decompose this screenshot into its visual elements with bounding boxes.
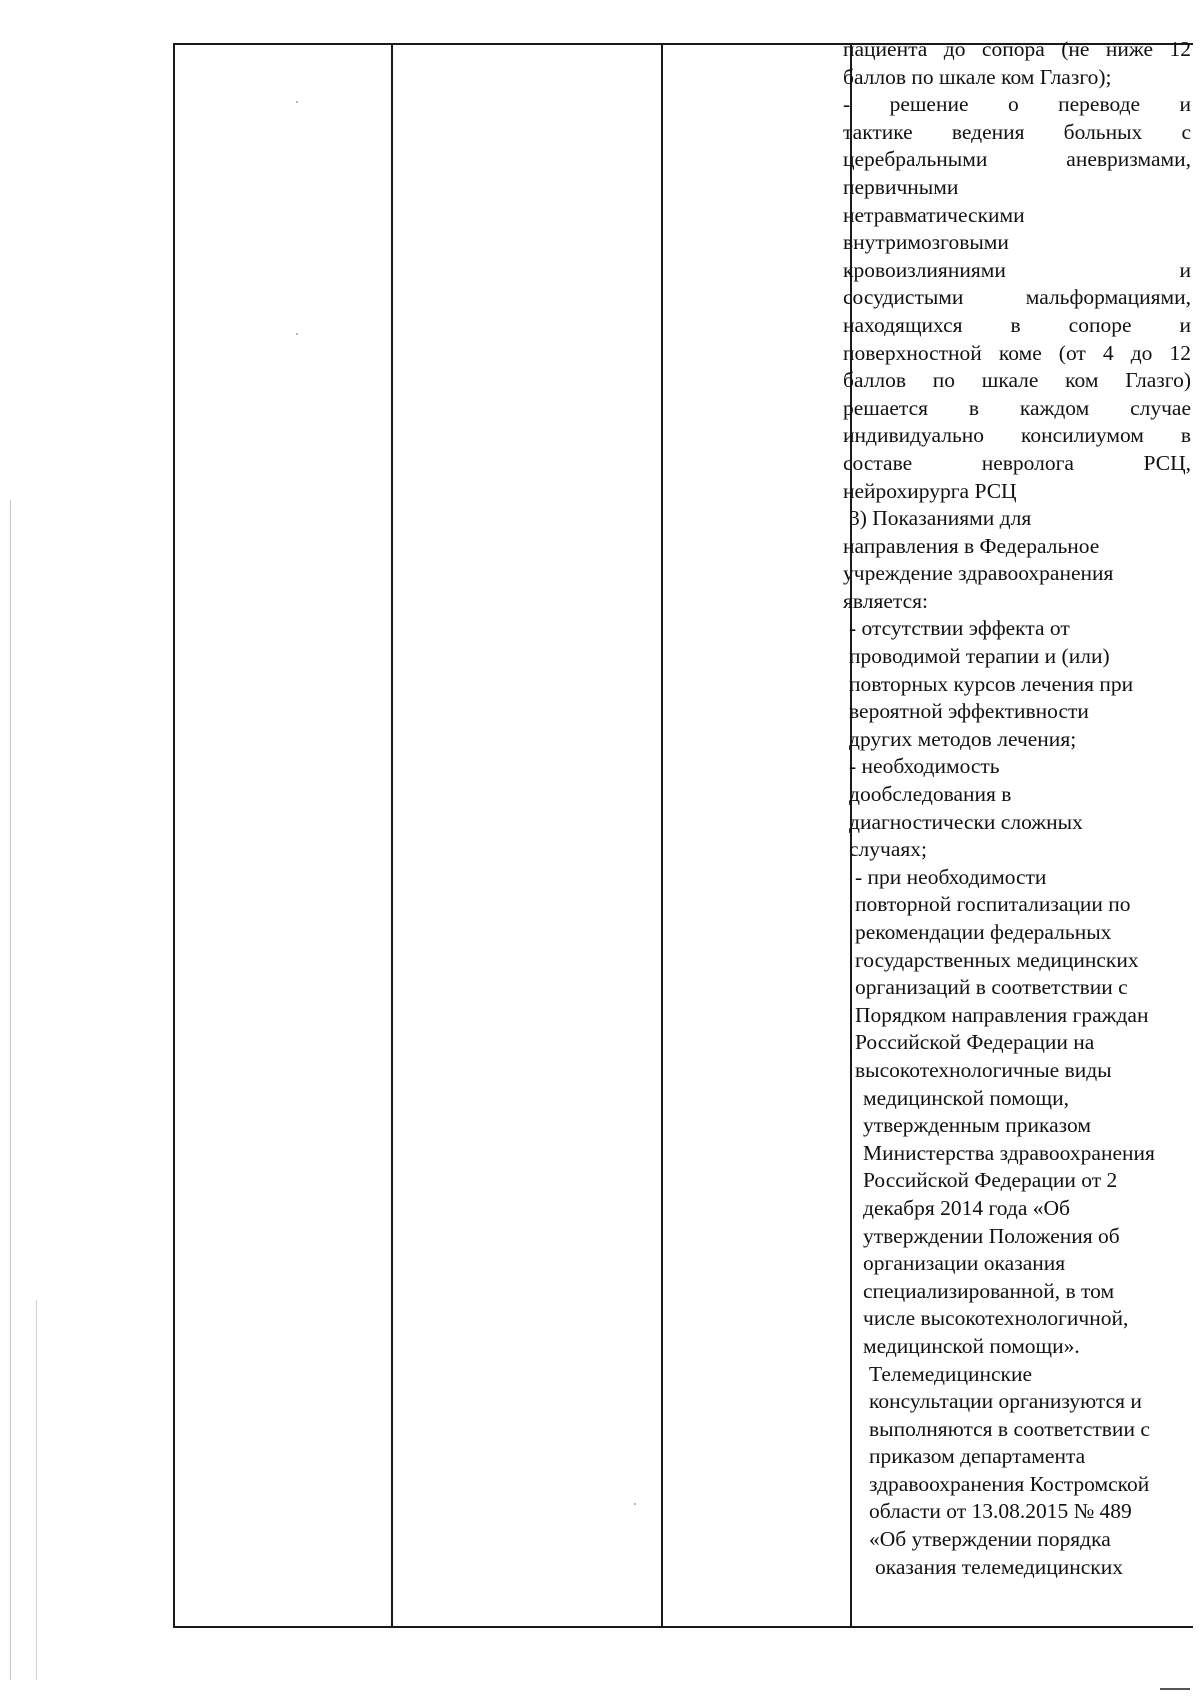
text-line: дообследования в: [849, 782, 1012, 807]
text-line: пациента до сопора (не ниже 12: [843, 37, 1191, 61]
text-line: государственных медицинских: [855, 947, 1139, 972]
text-line: находящихся в сопоре и: [843, 312, 1191, 337]
text-line: консультации организуются и: [869, 1389, 1142, 1414]
text-line: области от 13.08.2015 № 489: [869, 1499, 1132, 1524]
text-line: организаций в соответствии с: [855, 975, 1128, 1000]
text-line: повторной госпитализации по: [855, 892, 1131, 917]
right-column-cell-text: [843, 36, 1191, 1581]
text-line: медицинской помощи».: [863, 1333, 1080, 1358]
text-line: медицинской помощи,: [863, 1085, 1069, 1110]
text-line: - необходимость: [849, 754, 1000, 779]
text-line: нетравматическими: [843, 202, 1025, 227]
text-line: Российской Федерации от 2: [863, 1168, 1118, 1193]
scan-margin-line: [10, 500, 11, 1680]
text-line: внутримозговыми: [843, 230, 1009, 255]
text-line: выполняются в соответствии с: [869, 1416, 1150, 1441]
text-line: составе невролога РСЦ,: [843, 450, 1191, 475]
scan-margin-line: [36, 1300, 37, 1680]
text-line: числе высокотехнологичной,: [863, 1306, 1129, 1331]
text-line: проводимой терапии и (или): [849, 644, 1110, 669]
text-line: высокотехнологичные виды: [855, 1057, 1112, 1082]
text-line: - при необходимости: [855, 864, 1047, 889]
text-line: первичными: [843, 174, 959, 199]
text-line: здравоохранения Костромской: [869, 1471, 1150, 1496]
text-line: 3) Показаниями для: [849, 506, 1032, 531]
text-line: Российской Федерации на: [855, 1030, 1095, 1055]
text-line: баллов по шкале ком Глазго): [843, 368, 1191, 393]
text-line: индивидуально консилиумом в: [843, 423, 1191, 448]
text-line: баллов по шкале ком Глазго);: [843, 64, 1112, 89]
text-line: организации оказания: [863, 1251, 1066, 1276]
text-line: специализированной, в том: [863, 1278, 1115, 1303]
text-line: случаях;: [849, 837, 927, 862]
text-line: нейрохирурга РСЦ: [843, 478, 1017, 503]
text-line: декабря 2014 года «Об: [863, 1195, 1070, 1220]
text-line: утверждении Положения об: [863, 1223, 1120, 1248]
text-line: диагностически сложных: [849, 809, 1083, 834]
text-line: решается в каждом случае: [843, 395, 1191, 420]
text-line: церебральными аневризмами,: [843, 147, 1191, 172]
text-line: - решение о переводе и: [843, 92, 1191, 117]
text-line: «Об утверждении порядка: [869, 1527, 1111, 1552]
column-divider-2: [661, 45, 663, 1626]
text-line: оказания телемедицинских: [875, 1554, 1124, 1579]
text-line: является:: [843, 588, 928, 613]
text-line: Министерства здравоохранения: [863, 1140, 1155, 1165]
text-line: других методов лечения;: [849, 726, 1077, 751]
text-line: Порядком направления граждан: [855, 1002, 1149, 1027]
text-line: тактике ведения больных с: [843, 119, 1191, 144]
text-line: вероятной эффективности: [849, 699, 1089, 724]
text-line: утвержденным приказом: [863, 1113, 1091, 1138]
column-divider-1: [391, 45, 393, 1626]
page-corner-mark: [1160, 1688, 1190, 1690]
text-line: кровоизлияниями и: [843, 257, 1191, 282]
text-line: учреждение здравоохранения: [843, 561, 1114, 586]
text-line: рекомендации федеральных: [855, 920, 1112, 944]
text-line: - отсутствии эффекта от: [849, 616, 1070, 641]
text-line: направления в Федеральное: [843, 533, 1100, 558]
text-line: сосудистыми мальформациями,: [843, 285, 1191, 310]
text-line: повторных курсов лечения при: [849, 671, 1134, 696]
text-line: Телемедицинские: [869, 1361, 1032, 1386]
text-line: поверхностной коме (от 4 до 12: [843, 340, 1191, 365]
text-line: приказом департамента: [869, 1444, 1086, 1469]
